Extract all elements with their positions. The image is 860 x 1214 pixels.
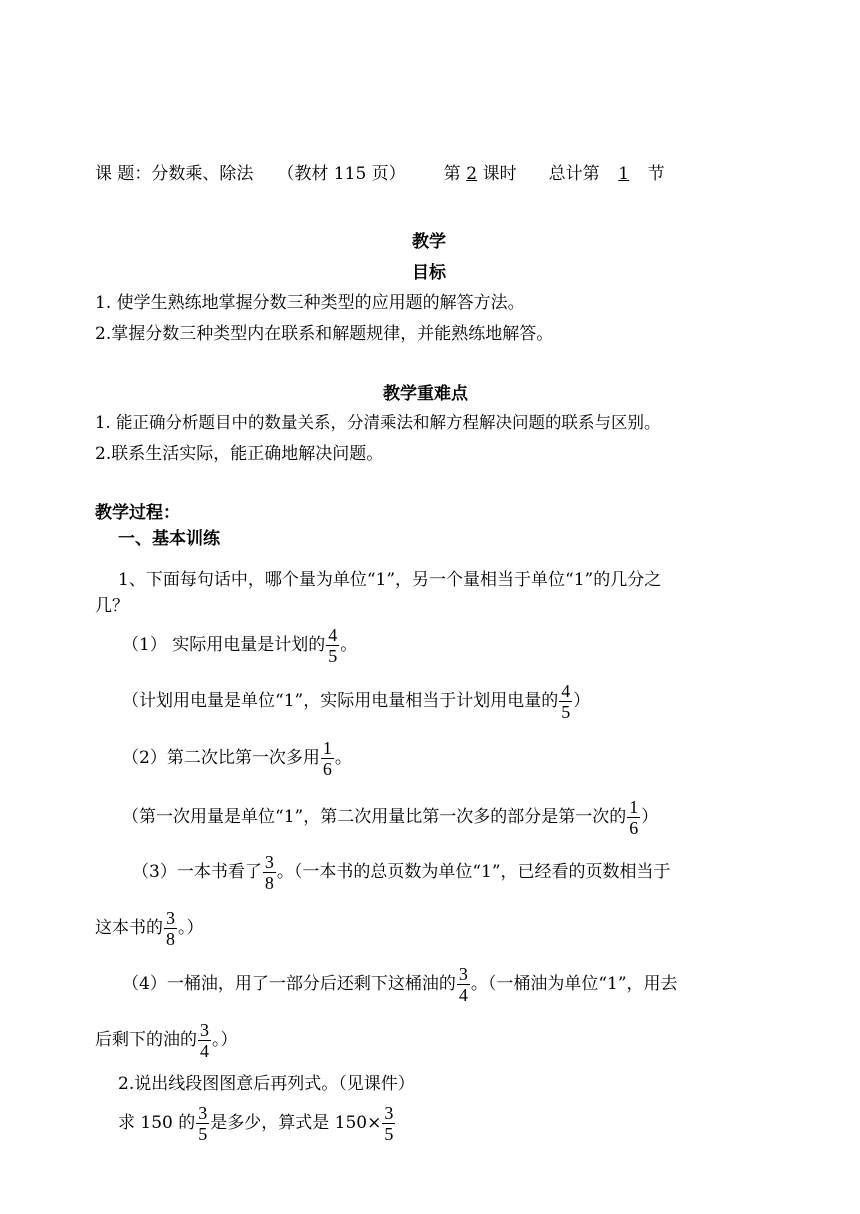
total-prefix: 总计第: [548, 164, 600, 184]
difficulties-heading: 教学重难点: [383, 384, 468, 404]
fraction: $\frac{1}{6}$: [322, 738, 332, 779]
question-1-intro-line1: 1、下面每句话中，哪个量为单位“1”，另一个量相当于单位“1”的几分之: [118, 570, 662, 590]
difficulty-item-2: 2.联系生活实际，能正确地解决问题。: [95, 444, 384, 464]
problem-2-answer: （第一次用量是单位“1”，第二次用量比第一次多的部分是第一次的 $\frac{1}{6}$ ）: [122, 797, 659, 838]
fraction: $\frac{3}{4}$: [200, 1020, 209, 1061]
fraction: $\frac{3}{4}$: [458, 964, 468, 1005]
fraction: $\frac{3}{8}$: [166, 908, 175, 949]
course-title: 课 题：分数乘、除法: [95, 164, 254, 184]
objective-item-1: 1. 使学生熟练地掌握分数三种类型的应用题的解答方法。: [95, 293, 525, 313]
fraction: $\frac{1}{6}$: [629, 797, 639, 838]
fraction: $\frac{4}{5}$: [561, 681, 571, 722]
fraction: $\frac{3}{5}$: [384, 1103, 394, 1144]
lesson-suffix: 课时: [482, 164, 517, 184]
question-2: 2.说出线段图图意后再列式。（见课件）: [118, 1074, 415, 1094]
problem-3: （3）一本书看了 $\frac{3}{8}$ 。（一本书的总页数为单位“1”，已经看的页数相当于: [132, 852, 671, 893]
problem-3-line2: 这本书的 $\frac{3}{8}$ 。）: [95, 908, 204, 949]
lesson-number: 2: [466, 164, 478, 184]
problem-1-answer: （计划用电量是单位“1”，实际用电量相当于计划用电量的 $\frac{4}{5}$ ）: [122, 681, 591, 722]
objectives-heading-1: 教学: [412, 232, 446, 252]
problem-1: （1） 实际用电量是计划的 $\frac{4}{5}$ 。: [122, 625, 358, 666]
objectives-heading-2: 目标: [412, 263, 446, 283]
lesson-prefix: 第: [443, 164, 461, 184]
question-1-intro-line2: 几？: [95, 596, 129, 616]
total-suffix: 节: [647, 164, 665, 184]
difficulty-item-1: 1. 能正确分析题目中的数量关系，分清乘法和解方程解决问题的联系与区别。: [95, 413, 661, 432]
fraction: $\frac{4}{5}$: [328, 625, 338, 666]
total-number: 1: [618, 164, 630, 184]
lesson-header: [95, 163, 665, 185]
section-basic-training: 一、基本训练: [118, 529, 220, 549]
question-2-calculation: 求 150 的 $\frac{3}{5}$ 是多少，算式是 150× $\frac{3}{5}$: [118, 1103, 394, 1144]
fraction: $\frac{3}{5}$: [198, 1103, 208, 1144]
problem-2: （2）第二次比第一次多用 $\frac{1}{6}$ 。: [122, 738, 352, 779]
problem-4-line2: 后剩下的油的 $\frac{3}{4}$ 。）: [95, 1020, 238, 1061]
problem-4: （4）一桶油，用了一部分后还剩下这桶油的 $\frac{3}{4}$ 。（一桶油为单位“1”，用去: [122, 964, 678, 1005]
fraction: $\frac{3}{8}$: [264, 852, 274, 893]
objective-item-2: 2.掌握分数三种类型内在联系和解题规律，并能熟练地解答。: [95, 324, 554, 344]
textbook-reference: （教材 115 页）: [277, 164, 406, 184]
process-heading: 教学过程：: [95, 503, 180, 523]
